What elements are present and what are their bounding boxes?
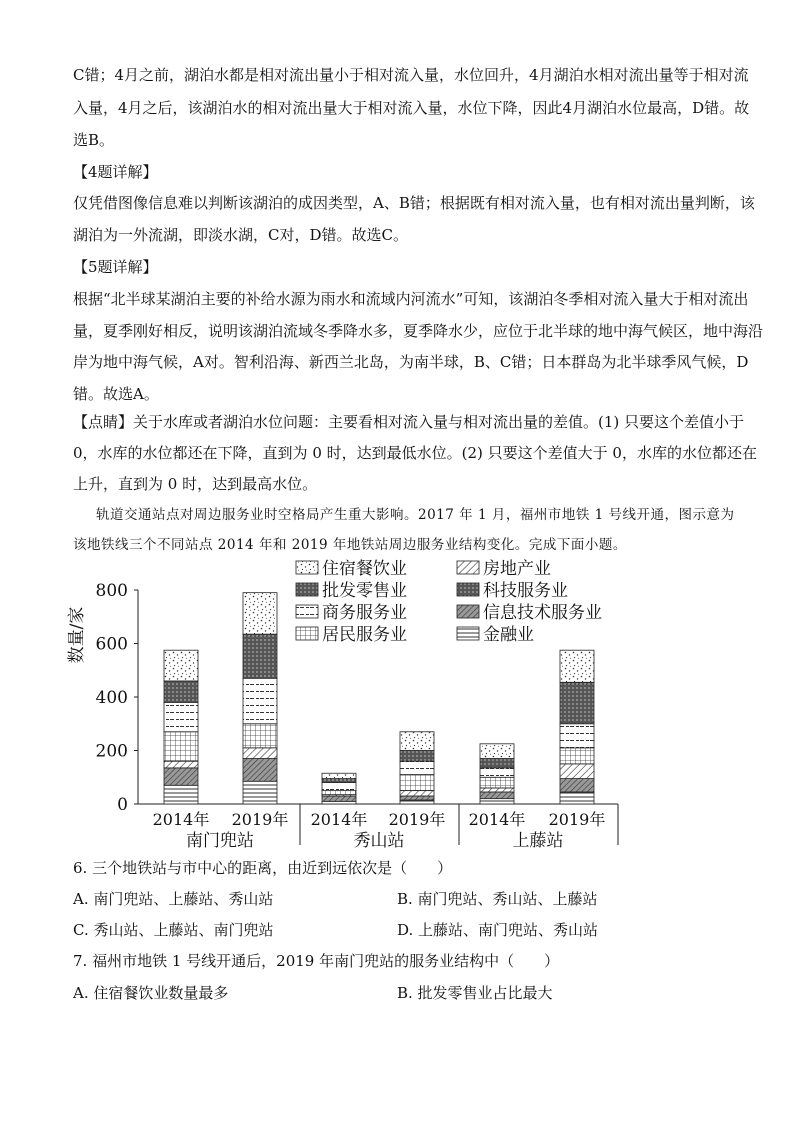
q6-option-d[interactable]: D. 上藤站、南门兜站、秀山站	[397, 921, 599, 939]
bar-segment	[480, 799, 514, 804]
analysis-5-line-2: 量，夏季刚好相反，说明该湖泊流域冬季降水多，夏季降水少，应位于北半球的地中海气候区，地中海沿	[73, 322, 764, 340]
bar-segment	[400, 791, 434, 796]
y-tick-label: 200	[95, 741, 128, 762]
q6-option-b[interactable]: B. 南门兜站、秀山站、上藤站	[397, 890, 598, 908]
bar-segment	[400, 775, 434, 791]
bar-segment	[400, 732, 434, 751]
bar-segment	[560, 682, 594, 723]
bar-segment	[164, 768, 198, 785]
legend-label: 信息技术服务业	[483, 603, 602, 623]
analysis-3-line-2: 入量，4月之后，该湖泊水的相对流出量大于相对流入量，水位下降，因此4月湖泊水位最高，D错。故	[73, 99, 750, 117]
analysis-5-line-1: 根据“北半球某湖泊主要的补给水源为雨水和流域内河流水”可知，该湖泊冬季相对流入量大于相对流出	[73, 290, 749, 308]
analysis-3-line-1: C错；4月之前，湖泊水都是相对流出量小于相对流入量，水位回升，4月湖泊水相对流出量等于相对流	[73, 66, 749, 84]
y-tick-label: 0	[117, 795, 128, 815]
tip-line-3: 上升，直到为 0 时，达到最高水位。	[73, 475, 318, 493]
legend-swatch	[296, 583, 318, 596]
bar-segment	[480, 788, 514, 792]
bar-segment	[164, 785, 198, 804]
legend-label: 居民服务业	[322, 625, 407, 645]
bar-segment	[322, 796, 356, 801]
bar-segment	[243, 781, 277, 804]
bar-segment	[164, 702, 198, 731]
bar-segment	[480, 744, 514, 759]
analysis-5-line-4: 错。故选A。	[73, 385, 159, 403]
bar-segment	[322, 801, 356, 804]
legend-label: 科技服务业	[483, 581, 568, 601]
bar-segment	[400, 796, 434, 800]
y-tick-label: 400	[95, 688, 128, 708]
bar-segment	[243, 678, 277, 723]
bar-segment	[243, 724, 277, 748]
bar-segment	[243, 634, 277, 678]
bar-segment	[164, 732, 198, 761]
intro-line-1: 轨道交通站点对周边服务业时空格局产生重大影响。2017 年 1 月，福州市地铁 1 号线开通，图示意为	[96, 507, 735, 523]
legend-swatch	[457, 561, 479, 574]
analysis-4-line-1: 仅凭借图像信息难以判断该湖泊的成因类型，A、B错；根据既有相对流入量，也有相对流出量判断，该	[73, 194, 755, 212]
analysis-4-line-2: 湖泊为一外流湖，即淡水湖，C对，D错。故选C。	[73, 226, 408, 244]
x-year-label: 2014年	[310, 810, 368, 829]
legend-swatch	[457, 605, 479, 618]
x-station-label: 上藤站	[512, 831, 564, 850]
legend-swatch	[457, 583, 479, 596]
bar-segment	[560, 779, 594, 792]
y-axis-label: 数量/家	[67, 606, 87, 664]
legend-label: 商务服务业	[322, 603, 407, 623]
q7-option-b[interactable]: B. 批发零售业占比最大	[397, 984, 553, 1002]
bar-segment	[322, 779, 356, 783]
bar-segment	[560, 724, 594, 748]
bar-segment	[480, 792, 514, 799]
bar-segment	[480, 768, 514, 777]
bar-segment	[400, 751, 434, 762]
bar-segment	[164, 650, 198, 681]
legend-swatch	[296, 627, 318, 640]
y-tick-label: 800	[95, 581, 128, 601]
bar-segment	[243, 759, 277, 782]
analysis-5-line-3: 岸为地中海气候，A对。智利沿海、新西兰北岛，为南半球，B、C错；日本群岛为北半球季风气候，D	[73, 353, 749, 371]
bar-segment	[400, 761, 434, 774]
tip-line-1: 【点睛】关于水库或者湖泊水位问题：主要看相对流入量与相对流出量的差值。(1) 只要这个差值小于	[73, 413, 745, 431]
legend-label: 批发零售业	[322, 581, 407, 601]
x-year-label: 2014年	[468, 810, 526, 829]
q6-option-a[interactable]: A. 南门兜站、上藤站、秀山站	[73, 890, 274, 908]
legend-swatch	[457, 627, 479, 640]
bar-segment	[164, 761, 198, 768]
legend-swatch	[296, 561, 318, 574]
bar-segment	[322, 783, 356, 791]
x-year-label: 2019年	[231, 810, 289, 829]
bar-segment	[243, 593, 277, 634]
stacked-bar-chart	[60, 555, 620, 850]
bar-segment	[560, 748, 594, 764]
bar-segment	[400, 800, 434, 804]
x-station-label: 南门兜站	[186, 831, 254, 850]
bar-segment	[560, 764, 594, 779]
bar-segment	[560, 792, 594, 804]
legend-label: 住宿餐饮业	[322, 559, 407, 579]
tip-line-2: 0，水库的水位都还在下降，直到为 0 时，达到最低水位。(2) 只要这个差值大于 0，水库的水位都还在	[73, 444, 757, 462]
question-7-stem: 7. 福州市地铁 1 号线开通后，2019 年南门兜站的服务业结构中（ ）	[73, 952, 560, 970]
x-year-label: 2019年	[388, 810, 446, 829]
analysis-5-heading: 【5题详解】	[73, 258, 158, 276]
question-6-stem: 6. 三个地铁站与市中心的距离，由近到远依次是（ ）	[73, 859, 453, 877]
analysis-3-line-3: 选B。	[73, 131, 115, 149]
bar-segment	[480, 777, 514, 788]
x-year-label: 2019年	[548, 810, 606, 829]
q6-option-c[interactable]: C. 秀山站、上藤站、南门兜站	[73, 921, 274, 939]
bar-segment	[560, 650, 594, 682]
analysis-4-heading: 【4题详解】	[73, 163, 158, 181]
x-station-label: 秀山站	[353, 831, 405, 850]
legend-label: 房地产业	[483, 559, 551, 579]
bar-segment	[322, 773, 356, 778]
bar-segment	[164, 681, 198, 702]
y-tick-label: 600	[95, 634, 128, 655]
bar-segment	[480, 759, 514, 768]
bar-segment	[243, 748, 277, 759]
legend-label: 金融业	[483, 625, 534, 645]
legend-swatch	[296, 605, 318, 618]
bar-segment	[322, 791, 356, 795]
x-year-label: 2014年	[152, 810, 210, 829]
q7-option-a[interactable]: A. 住宿餐饮业数量最多	[73, 984, 229, 1002]
intro-line-2: 该地铁线三个不同站点 2014 年和 2019 年地铁站周边服务业结构变化。完成下面小题。	[73, 537, 627, 553]
